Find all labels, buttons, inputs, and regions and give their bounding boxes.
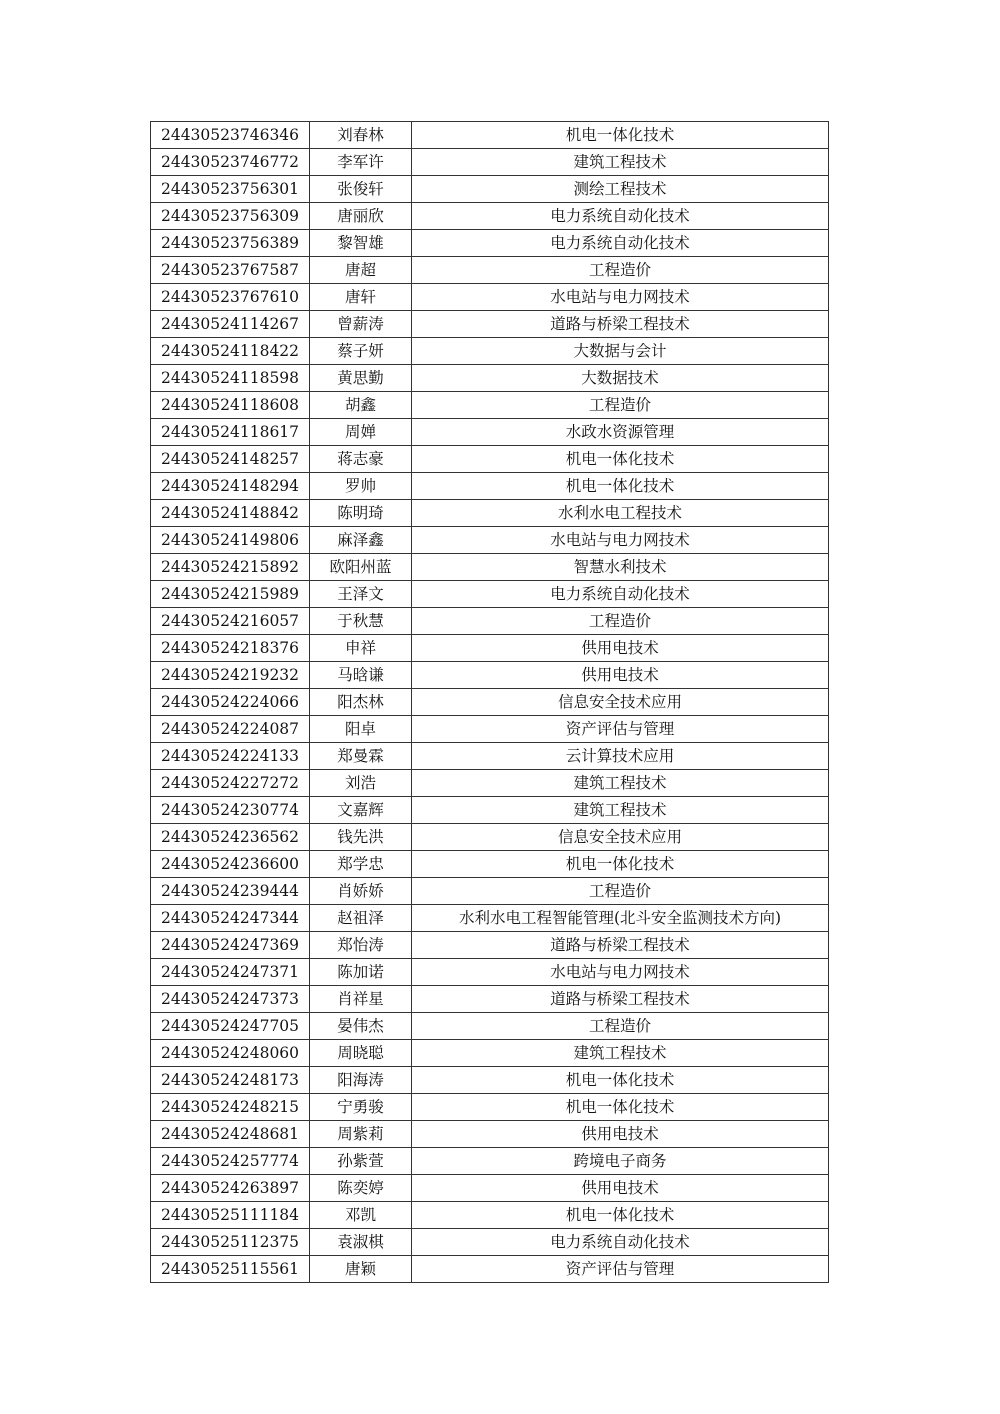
student-name-cell: 李军许 — [310, 149, 412, 176]
student-name-cell: 王泽文 — [310, 581, 412, 608]
table-row — [151, 878, 829, 905]
table-row — [151, 446, 829, 473]
table-row — [151, 932, 829, 959]
major-cell: 大数据与会计 — [412, 338, 829, 365]
major-cell: 工程造价 — [412, 1013, 829, 1040]
major-cell: 道路与桥梁工程技术 — [412, 986, 829, 1013]
candidate-id-cell: 24430523756389 — [151, 230, 310, 257]
candidate-id-cell: 24430524219232 — [151, 662, 310, 689]
table-row — [151, 986, 829, 1013]
major-cell: 建筑工程技术 — [412, 770, 829, 797]
major-cell: 机电一体化技术 — [412, 1067, 829, 1094]
candidate-id-cell: 24430524224066 — [151, 689, 310, 716]
major-cell: 供用电技术 — [412, 635, 829, 662]
student-name-cell: 郑曼霖 — [310, 743, 412, 770]
table-row — [151, 581, 829, 608]
student-name-cell: 周晓聪 — [310, 1040, 412, 1067]
major-cell: 水利水电工程智能管理(北斗安全监测技术方向) — [412, 905, 829, 932]
table-row — [151, 1148, 829, 1175]
candidate-id-cell: 24430524247371 — [151, 959, 310, 986]
student-name-cell: 张俊轩 — [310, 176, 412, 203]
candidate-id-cell: 24430524148257 — [151, 446, 310, 473]
major-cell: 机电一体化技术 — [412, 1094, 829, 1121]
major-cell: 电力系统自动化技术 — [412, 581, 829, 608]
major-cell: 信息安全技术应用 — [412, 689, 829, 716]
student-name-cell: 郑怡涛 — [310, 932, 412, 959]
major-cell: 机电一体化技术 — [412, 446, 829, 473]
candidate-id-cell: 24430524215892 — [151, 554, 310, 581]
student-name-cell: 晏伟杰 — [310, 1013, 412, 1040]
major-cell: 水政水资源管理 — [412, 419, 829, 446]
candidate-id-cell: 24430524218376 — [151, 635, 310, 662]
table-row — [151, 1256, 829, 1283]
table-row — [151, 1013, 829, 1040]
table-row — [151, 176, 829, 203]
table-row — [151, 311, 829, 338]
table-row — [151, 1067, 829, 1094]
candidate-id-cell: 24430525112375 — [151, 1229, 310, 1256]
student-name-cell: 欧阳州蓝 — [310, 554, 412, 581]
candidate-id-cell: 24430524236562 — [151, 824, 310, 851]
major-cell: 建筑工程技术 — [412, 1040, 829, 1067]
table-row — [151, 1175, 829, 1202]
candidate-id-cell: 24430524248060 — [151, 1040, 310, 1067]
table-row — [151, 797, 829, 824]
table-row — [151, 527, 829, 554]
table-row — [151, 959, 829, 986]
student-name-cell: 麻泽鑫 — [310, 527, 412, 554]
student-name-cell: 宁勇骏 — [310, 1094, 412, 1121]
student-name-cell: 刘浩 — [310, 770, 412, 797]
candidate-id-cell: 24430524248215 — [151, 1094, 310, 1121]
table-row — [151, 230, 829, 257]
candidate-id-cell: 24430523767587 — [151, 257, 310, 284]
student-name-cell: 曾薪涛 — [310, 311, 412, 338]
major-cell: 信息安全技术应用 — [412, 824, 829, 851]
student-name-cell: 黎智雄 — [310, 230, 412, 257]
table-row — [151, 1121, 829, 1148]
major-cell: 资产评估与管理 — [412, 1256, 829, 1283]
major-cell: 大数据技术 — [412, 365, 829, 392]
student-name-cell: 申祥 — [310, 635, 412, 662]
student-name-cell: 周紫莉 — [310, 1121, 412, 1148]
candidate-id-cell: 24430524257774 — [151, 1148, 310, 1175]
major-cell: 云计算技术应用 — [412, 743, 829, 770]
table-row — [151, 1202, 829, 1229]
student-name-cell: 马晗谦 — [310, 662, 412, 689]
table-row — [151, 419, 829, 446]
major-cell: 水电站与电力网技术 — [412, 959, 829, 986]
table-row — [151, 554, 829, 581]
table-row — [151, 392, 829, 419]
candidate-id-cell: 24430524118422 — [151, 338, 310, 365]
student-table — [150, 121, 829, 1283]
major-cell: 道路与桥梁工程技术 — [412, 932, 829, 959]
table-row — [151, 770, 829, 797]
student-table-body — [151, 122, 829, 1283]
table-row — [151, 284, 829, 311]
candidate-id-cell: 24430524148842 — [151, 500, 310, 527]
student-name-cell: 唐超 — [310, 257, 412, 284]
candidate-id-cell: 24430524224133 — [151, 743, 310, 770]
table-row — [151, 635, 829, 662]
student-name-cell: 郑学忠 — [310, 851, 412, 878]
candidate-id-cell: 24430523746772 — [151, 149, 310, 176]
table-row — [151, 689, 829, 716]
major-cell: 水电站与电力网技术 — [412, 527, 829, 554]
major-cell: 智慧水利技术 — [412, 554, 829, 581]
table-row — [151, 149, 829, 176]
table-row — [151, 122, 829, 149]
student-name-cell: 蒋志豪 — [310, 446, 412, 473]
table-row — [151, 824, 829, 851]
major-cell: 机电一体化技术 — [412, 473, 829, 500]
student-name-cell: 肖祥星 — [310, 986, 412, 1013]
student-name-cell: 周婵 — [310, 419, 412, 446]
candidate-id-cell: 24430524118617 — [151, 419, 310, 446]
student-name-cell: 胡鑫 — [310, 392, 412, 419]
candidate-id-cell: 24430523767610 — [151, 284, 310, 311]
candidate-id-cell: 24430524118608 — [151, 392, 310, 419]
table-row — [151, 608, 829, 635]
candidate-id-cell: 24430524263897 — [151, 1175, 310, 1202]
major-cell: 工程造价 — [412, 392, 829, 419]
student-name-cell: 罗帅 — [310, 473, 412, 500]
major-cell: 建筑工程技术 — [412, 797, 829, 824]
major-cell: 供用电技术 — [412, 1121, 829, 1148]
major-cell: 电力系统自动化技术 — [412, 230, 829, 257]
candidate-id-cell: 24430525111184 — [151, 1202, 310, 1229]
major-cell: 水利水电工程技术 — [412, 500, 829, 527]
major-cell: 电力系统自动化技术 — [412, 1229, 829, 1256]
candidate-id-cell: 24430524236600 — [151, 851, 310, 878]
candidate-id-cell: 24430523756301 — [151, 176, 310, 203]
student-name-cell: 袁淑棋 — [310, 1229, 412, 1256]
table-row — [151, 851, 829, 878]
candidate-id-cell: 24430524216057 — [151, 608, 310, 635]
major-cell: 供用电技术 — [412, 1175, 829, 1202]
table-row — [151, 1229, 829, 1256]
table-row — [151, 338, 829, 365]
student-name-cell: 文嘉辉 — [310, 797, 412, 824]
major-cell: 工程造价 — [412, 608, 829, 635]
table-row — [151, 203, 829, 230]
student-name-cell: 唐颖 — [310, 1256, 412, 1283]
table-row — [151, 716, 829, 743]
student-name-cell: 阳海涛 — [310, 1067, 412, 1094]
candidate-id-cell: 24430524227272 — [151, 770, 310, 797]
major-cell: 工程造价 — [412, 257, 829, 284]
major-cell: 测绘工程技术 — [412, 176, 829, 203]
student-name-cell: 阳卓 — [310, 716, 412, 743]
candidate-id-cell: 24430524215989 — [151, 581, 310, 608]
student-name-cell: 黄思勤 — [310, 365, 412, 392]
major-cell: 供用电技术 — [412, 662, 829, 689]
table-row — [151, 500, 829, 527]
major-cell: 工程造价 — [412, 878, 829, 905]
major-cell: 机电一体化技术 — [412, 122, 829, 149]
table-row — [151, 365, 829, 392]
major-cell: 跨境电子商务 — [412, 1148, 829, 1175]
student-name-cell: 于秋慧 — [310, 608, 412, 635]
student-name-cell: 唐丽欣 — [310, 203, 412, 230]
candidate-id-cell: 24430524248681 — [151, 1121, 310, 1148]
table-row — [151, 905, 829, 932]
student-name-cell: 唐轩 — [310, 284, 412, 311]
table-row — [151, 743, 829, 770]
candidate-id-cell: 24430524118598 — [151, 365, 310, 392]
candidate-id-cell: 24430524247705 — [151, 1013, 310, 1040]
table-row — [151, 257, 829, 284]
candidate-id-cell: 24430524239444 — [151, 878, 310, 905]
major-cell: 水电站与电力网技术 — [412, 284, 829, 311]
student-name-cell: 陈明琦 — [310, 500, 412, 527]
student-name-cell: 钱先洪 — [310, 824, 412, 851]
student-name-cell: 蔡子妍 — [310, 338, 412, 365]
major-cell: 建筑工程技术 — [412, 149, 829, 176]
major-cell: 道路与桥梁工程技术 — [412, 311, 829, 338]
candidate-id-cell: 24430524247344 — [151, 905, 310, 932]
table-row — [151, 1094, 829, 1121]
candidate-id-cell: 24430524224087 — [151, 716, 310, 743]
candidate-id-cell: 24430524114267 — [151, 311, 310, 338]
candidate-id-cell: 24430524230774 — [151, 797, 310, 824]
candidate-id-cell: 24430525115561 — [151, 1256, 310, 1283]
candidate-id-cell: 24430523756309 — [151, 203, 310, 230]
student-name-cell: 陈加诺 — [310, 959, 412, 986]
major-cell: 资产评估与管理 — [412, 716, 829, 743]
table-row — [151, 1040, 829, 1067]
candidate-id-cell: 24430524149806 — [151, 527, 310, 554]
student-name-cell: 孙紫萱 — [310, 1148, 412, 1175]
candidate-id-cell: 24430523746346 — [151, 122, 310, 149]
student-name-cell: 刘春林 — [310, 122, 412, 149]
major-cell: 电力系统自动化技术 — [412, 203, 829, 230]
student-name-cell: 陈奕婷 — [310, 1175, 412, 1202]
table-row — [151, 662, 829, 689]
candidate-id-cell: 24430524247369 — [151, 932, 310, 959]
candidate-id-cell: 24430524247373 — [151, 986, 310, 1013]
student-name-cell: 阳杰林 — [310, 689, 412, 716]
student-name-cell: 肖娇娇 — [310, 878, 412, 905]
table-row — [151, 473, 829, 500]
student-name-cell: 赵祖泽 — [310, 905, 412, 932]
major-cell: 机电一体化技术 — [412, 1202, 829, 1229]
candidate-id-cell: 24430524148294 — [151, 473, 310, 500]
student-name-cell: 邓凯 — [310, 1202, 412, 1229]
major-cell: 机电一体化技术 — [412, 851, 829, 878]
candidate-id-cell: 24430524248173 — [151, 1067, 310, 1094]
